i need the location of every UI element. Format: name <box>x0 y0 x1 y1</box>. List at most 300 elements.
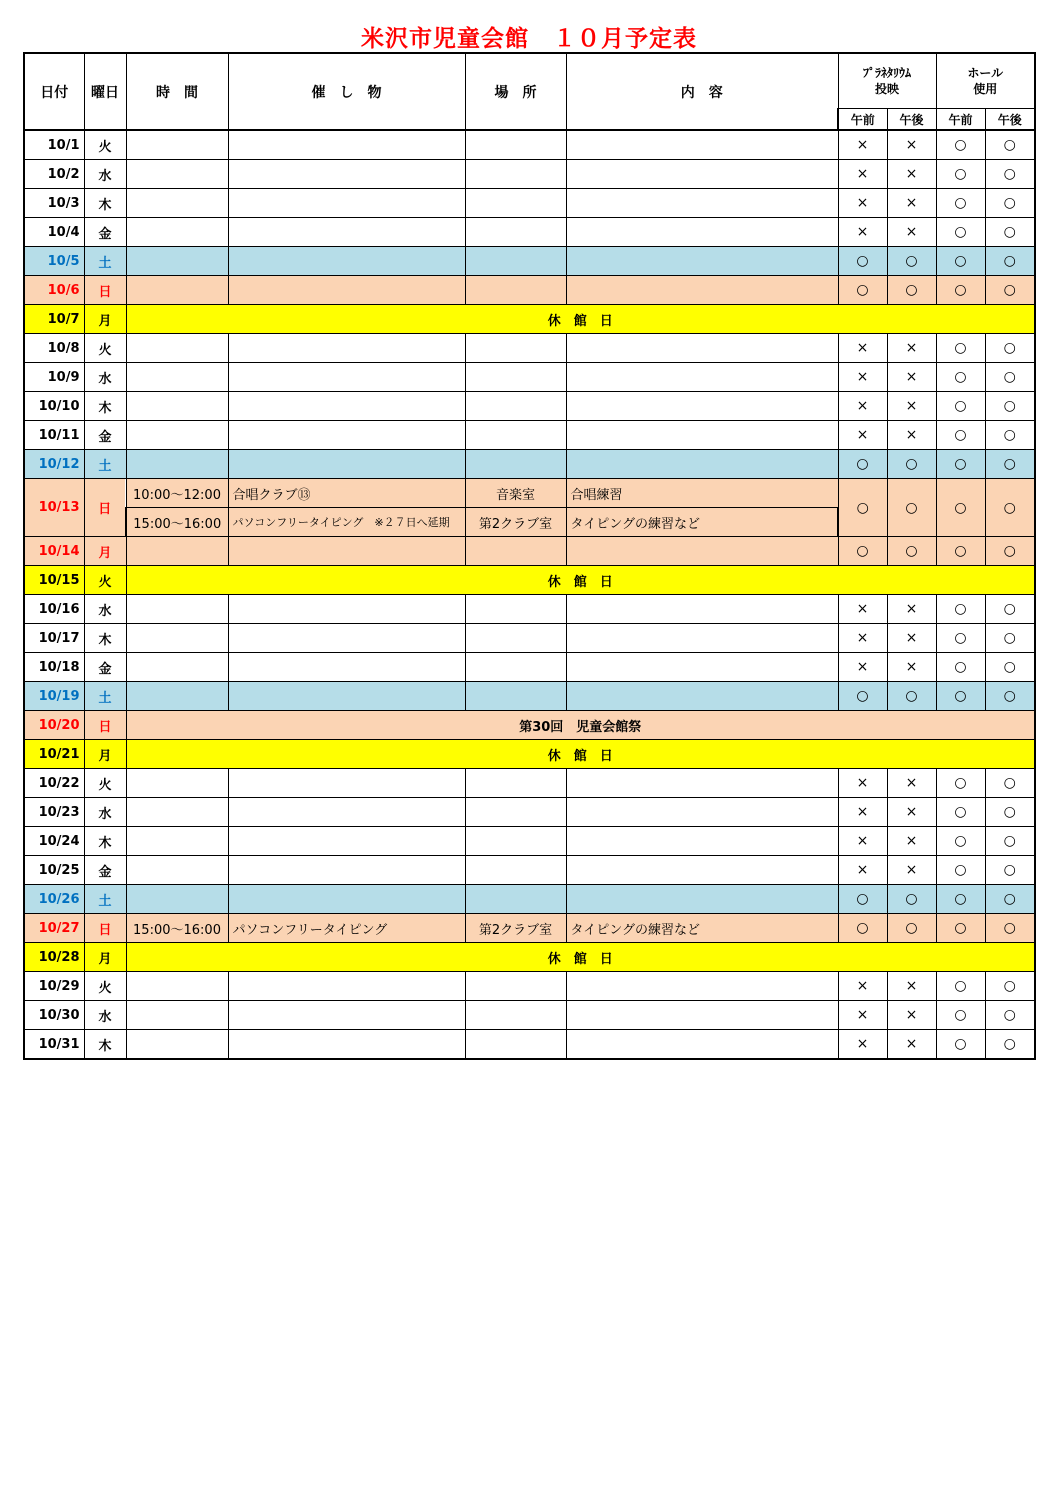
planetarium-am-mark: × <box>838 1001 887 1030</box>
hall-pm-mark: ○ <box>985 856 1035 885</box>
time-cell <box>126 972 228 1001</box>
planetarium-pm-mark: × <box>887 595 936 624</box>
date-cell: 10/3 <box>24 189 84 218</box>
event-cell <box>228 827 465 856</box>
planetarium-am-mark: × <box>838 856 887 885</box>
time-cell <box>126 769 228 798</box>
hall-am-mark: ○ <box>936 914 985 943</box>
event-cell <box>228 595 465 624</box>
date-cell: 10/7 <box>24 305 84 334</box>
place-cell <box>465 537 566 566</box>
event-cell <box>228 1001 465 1030</box>
hall-am-mark: ○ <box>936 247 985 276</box>
planetarium-am-mark: × <box>838 1030 887 1060</box>
date-cell: 10/8 <box>24 334 84 363</box>
place-cell <box>465 972 566 1001</box>
time-cell <box>126 1030 228 1060</box>
event-cell <box>228 653 465 682</box>
hall-pm-mark: ○ <box>985 334 1035 363</box>
place-cell: 第2クラブ室 <box>465 508 566 537</box>
day-of-week-cell: 木 <box>84 624 126 653</box>
table-row <box>24 218 1035 247</box>
time-cell <box>126 537 228 566</box>
event-cell <box>228 276 465 305</box>
table-row <box>24 827 1035 856</box>
event-cell <box>228 537 465 566</box>
time-cell: 15:00～16:00 <box>126 914 228 943</box>
time-cell <box>126 827 228 856</box>
content-cell <box>566 972 838 1001</box>
page-title: 米沢市児童会館 １０月予定表 <box>361 26 697 52</box>
table-row <box>24 566 1035 595</box>
time-cell: 10:00～12:00 <box>126 479 228 508</box>
planetarium-am-mark: ○ <box>838 914 887 943</box>
table-row <box>24 653 1035 682</box>
day-of-week-cell: 月 <box>84 943 126 972</box>
time-cell <box>126 247 228 276</box>
content-cell <box>566 1030 838 1060</box>
time-cell: 15:00～16:00 <box>126 508 228 537</box>
hall-am-mark: ○ <box>936 885 985 914</box>
header-hall: ホール 使用 <box>936 53 1035 109</box>
event-cell <box>228 189 465 218</box>
place-cell <box>465 682 566 711</box>
place-cell <box>465 885 566 914</box>
schedule-body <box>24 130 1035 1059</box>
content-cell: 合唱練習 <box>566 479 838 508</box>
date-cell: 10/15 <box>24 566 84 595</box>
planetarium-pm-mark: × <box>887 769 936 798</box>
place-cell <box>465 595 566 624</box>
place-cell <box>465 1030 566 1060</box>
planetarium-am-mark: × <box>838 653 887 682</box>
content-cell <box>566 595 838 624</box>
date-cell: 10/30 <box>24 1001 84 1030</box>
place-cell <box>465 189 566 218</box>
day-of-week-cell: 土 <box>84 682 126 711</box>
hall-pm-mark: ○ <box>985 914 1035 943</box>
content-cell <box>566 682 838 711</box>
day-of-week-cell: 日 <box>84 479 126 537</box>
hall-pm-mark: ○ <box>985 363 1035 392</box>
table-row <box>24 537 1035 566</box>
event-cell: パソコンフリータイピング <box>228 914 465 943</box>
event-cell <box>228 218 465 247</box>
time-cell <box>126 276 228 305</box>
day-of-week-cell: 木 <box>84 827 126 856</box>
hall-pm-mark: ○ <box>985 798 1035 827</box>
event-cell <box>228 130 465 160</box>
date-cell: 10/2 <box>24 160 84 189</box>
hall-am-mark: ○ <box>936 392 985 421</box>
hall-pm-mark: ○ <box>985 972 1035 1001</box>
header-place: 場 所 <box>465 53 566 130</box>
planetarium-pm-mark: ○ <box>887 914 936 943</box>
planetarium-am-mark: × <box>838 189 887 218</box>
day-of-week-cell: 水 <box>84 363 126 392</box>
date-cell: 10/18 <box>24 653 84 682</box>
hall-pm-mark: ○ <box>985 537 1035 566</box>
day-of-week-cell: 火 <box>84 769 126 798</box>
header-dow: 曜日 <box>84 53 126 130</box>
place-cell <box>465 218 566 247</box>
planetarium-pm-mark: ○ <box>887 450 936 479</box>
header-time: 時 間 <box>126 53 228 130</box>
table-row <box>24 450 1035 479</box>
time-cell <box>126 130 228 160</box>
event-cell: 合唱クラブ⑬ <box>228 479 465 508</box>
table-row <box>24 740 1035 769</box>
hall-pm-mark: ○ <box>985 276 1035 305</box>
date-cell: 10/28 <box>24 943 84 972</box>
date-cell: 10/27 <box>24 914 84 943</box>
planetarium-am-mark: ○ <box>838 247 887 276</box>
planetarium-am-mark: × <box>838 130 887 160</box>
table-row <box>24 160 1035 189</box>
time-cell <box>126 189 228 218</box>
planetarium-pm-mark: × <box>887 827 936 856</box>
place-cell <box>465 653 566 682</box>
time-cell <box>126 450 228 479</box>
date-cell: 10/19 <box>24 682 84 711</box>
hall-am-mark: ○ <box>936 624 985 653</box>
header-planetarium-am: 午前 <box>838 109 887 131</box>
content-cell <box>566 160 838 189</box>
planetarium-am-mark: × <box>838 421 887 450</box>
event-cell <box>228 856 465 885</box>
place-cell <box>465 363 566 392</box>
content-cell <box>566 363 838 392</box>
hall-pm-mark: ○ <box>985 479 1035 537</box>
table-row <box>24 914 1035 943</box>
hall-am-mark: ○ <box>936 1001 985 1030</box>
place-cell <box>465 624 566 653</box>
content-cell <box>566 827 838 856</box>
event-cell <box>228 247 465 276</box>
header-event: 催 し 物 <box>228 53 465 130</box>
planetarium-pm-mark: ○ <box>887 682 936 711</box>
table-row <box>24 334 1035 363</box>
table-row <box>24 885 1035 914</box>
planetarium-pm-mark: × <box>887 363 936 392</box>
table-row <box>24 769 1035 798</box>
date-cell: 10/26 <box>24 885 84 914</box>
notice-cell: 休 館 日 <box>126 740 1035 769</box>
event-cell <box>228 1030 465 1060</box>
header-hall-pm: 午後 <box>985 109 1035 131</box>
hall-pm-mark: ○ <box>985 653 1035 682</box>
event-cell <box>228 972 465 1001</box>
time-cell <box>126 160 228 189</box>
place-cell <box>465 421 566 450</box>
hall-am-mark: ○ <box>936 421 985 450</box>
table-row <box>24 856 1035 885</box>
time-cell <box>126 682 228 711</box>
place-cell: 第2クラブ室 <box>465 914 566 943</box>
table-row <box>24 595 1035 624</box>
hall-am-mark: ○ <box>936 130 985 160</box>
hall-pm-mark: ○ <box>985 1001 1035 1030</box>
hall-pm-mark: ○ <box>985 682 1035 711</box>
planetarium-pm-mark: × <box>887 856 936 885</box>
day-of-week-cell: 水 <box>84 595 126 624</box>
hall-am-mark: ○ <box>936 827 985 856</box>
planetarium-am-mark: ○ <box>838 276 887 305</box>
hall-pm-mark: ○ <box>985 827 1035 856</box>
event-cell <box>228 682 465 711</box>
hall-pm-mark: ○ <box>985 450 1035 479</box>
planetarium-am-mark: × <box>838 972 887 1001</box>
time-cell <box>126 885 228 914</box>
table-row <box>24 711 1035 740</box>
content-cell: タイピングの練習など <box>566 914 838 943</box>
date-cell: 10/31 <box>24 1030 84 1060</box>
hall-am-mark: ○ <box>936 653 985 682</box>
hall-am-mark: ○ <box>936 160 985 189</box>
planetarium-am-mark: ○ <box>838 682 887 711</box>
date-cell: 10/13 <box>24 479 84 537</box>
date-cell: 10/6 <box>24 276 84 305</box>
table-row <box>24 798 1035 827</box>
notice-cell: 休 館 日 <box>126 566 1035 595</box>
planetarium-pm-mark: × <box>887 1030 936 1060</box>
notice-cell: 第30回 児童会館祭 <box>126 711 1035 740</box>
date-cell: 10/17 <box>24 624 84 653</box>
planetarium-am-mark: ○ <box>838 537 887 566</box>
table-row <box>24 1001 1035 1030</box>
place-cell: 音楽室 <box>465 479 566 508</box>
content-cell <box>566 624 838 653</box>
hall-am-mark: ○ <box>936 479 985 537</box>
content-cell <box>566 189 838 218</box>
time-cell <box>126 421 228 450</box>
day-of-week-cell: 土 <box>84 247 126 276</box>
content-cell <box>566 334 838 363</box>
planetarium-am-mark: × <box>838 334 887 363</box>
content-cell: タイピングの練習など <box>566 508 838 537</box>
date-cell: 10/10 <box>24 392 84 421</box>
time-cell <box>126 798 228 827</box>
table-row <box>24 130 1035 160</box>
table-row <box>24 189 1035 218</box>
date-cell: 10/20 <box>24 711 84 740</box>
hall-am-mark: ○ <box>936 798 985 827</box>
planetarium-pm-mark: × <box>887 624 936 653</box>
header-planetarium-pm: 午後 <box>887 109 936 131</box>
place-cell <box>465 247 566 276</box>
planetarium-pm-mark: ○ <box>887 247 936 276</box>
planetarium-am-mark: × <box>838 392 887 421</box>
table-row <box>24 682 1035 711</box>
header-content: 内 容 <box>566 53 838 130</box>
content-cell <box>566 1001 838 1030</box>
content-cell <box>566 537 838 566</box>
content-cell <box>566 653 838 682</box>
planetarium-am-mark: × <box>838 595 887 624</box>
event-cell <box>228 363 465 392</box>
planetarium-am-mark: ○ <box>838 450 887 479</box>
event-cell <box>228 624 465 653</box>
hall-pm-mark: ○ <box>985 189 1035 218</box>
day-of-week-cell: 水 <box>84 1001 126 1030</box>
planetarium-pm-mark: × <box>887 218 936 247</box>
hall-am-mark: ○ <box>936 363 985 392</box>
planetarium-pm-mark: × <box>887 972 936 1001</box>
planetarium-pm-mark: × <box>887 653 936 682</box>
event-cell <box>228 160 465 189</box>
hall-am-mark: ○ <box>936 450 985 479</box>
content-cell <box>566 130 838 160</box>
place-cell <box>465 827 566 856</box>
planetarium-am-mark: ○ <box>838 479 887 537</box>
planetarium-pm-mark: × <box>887 421 936 450</box>
content-cell <box>566 885 838 914</box>
hall-pm-mark: ○ <box>985 885 1035 914</box>
date-cell: 10/1 <box>24 130 84 160</box>
planetarium-am-mark: ○ <box>838 885 887 914</box>
hall-pm-mark: ○ <box>985 624 1035 653</box>
planetarium-pm-mark: × <box>887 1001 936 1030</box>
day-of-week-cell: 火 <box>84 972 126 1001</box>
day-of-week-cell: 火 <box>84 130 126 160</box>
planetarium-am-mark: × <box>838 218 887 247</box>
event-cell <box>228 392 465 421</box>
day-of-week-cell: 金 <box>84 856 126 885</box>
hall-pm-mark: ○ <box>985 218 1035 247</box>
event-cell <box>228 334 465 363</box>
place-cell <box>465 334 566 363</box>
planetarium-am-mark: × <box>838 363 887 392</box>
day-of-week-cell: 水 <box>84 160 126 189</box>
date-cell: 10/9 <box>24 363 84 392</box>
planetarium-pm-mark: × <box>887 392 936 421</box>
place-cell <box>465 856 566 885</box>
day-of-week-cell: 日 <box>84 914 126 943</box>
schedule-table <box>23 52 1036 1060</box>
hall-pm-mark: ○ <box>985 595 1035 624</box>
day-of-week-cell: 火 <box>84 566 126 595</box>
time-cell <box>126 334 228 363</box>
place-cell <box>465 392 566 421</box>
notice-cell: 休 館 日 <box>126 943 1035 972</box>
hall-am-mark: ○ <box>936 972 985 1001</box>
planetarium-am-mark: × <box>838 827 887 856</box>
header-planetarium: ﾌﾟﾗﾈﾀﾘｳﾑ 投映 <box>838 53 936 109</box>
hall-am-mark: ○ <box>936 1030 985 1060</box>
time-cell <box>126 392 228 421</box>
planetarium-am-mark: × <box>838 769 887 798</box>
hall-pm-mark: ○ <box>985 1030 1035 1060</box>
table-row <box>24 305 1035 334</box>
date-cell: 10/29 <box>24 972 84 1001</box>
content-cell <box>566 421 838 450</box>
place-cell <box>465 276 566 305</box>
place-cell <box>465 450 566 479</box>
date-cell: 10/23 <box>24 798 84 827</box>
table-row <box>24 421 1035 450</box>
table-row <box>24 276 1035 305</box>
date-cell: 10/25 <box>24 856 84 885</box>
date-cell: 10/4 <box>24 218 84 247</box>
place-cell <box>465 798 566 827</box>
time-cell <box>126 1001 228 1030</box>
planetarium-am-mark: × <box>838 798 887 827</box>
day-of-week-cell: 水 <box>84 798 126 827</box>
table-row <box>24 943 1035 972</box>
hall-pm-mark: ○ <box>985 769 1035 798</box>
content-cell <box>566 247 838 276</box>
header-date: 日付 <box>24 53 84 130</box>
hall-pm-mark: ○ <box>985 392 1035 421</box>
day-of-week-cell: 火 <box>84 334 126 363</box>
hall-am-mark: ○ <box>936 218 985 247</box>
content-cell <box>566 798 838 827</box>
planetarium-pm-mark: × <box>887 130 936 160</box>
hall-pm-mark: ○ <box>985 160 1035 189</box>
planetarium-pm-mark: × <box>887 160 936 189</box>
event-cell <box>228 769 465 798</box>
event-cell <box>228 798 465 827</box>
hall-am-mark: ○ <box>936 537 985 566</box>
hall-am-mark: ○ <box>936 682 985 711</box>
time-cell <box>126 218 228 247</box>
notice-cell: 休 館 日 <box>126 305 1035 334</box>
planetarium-pm-mark: ○ <box>887 537 936 566</box>
day-of-week-cell: 土 <box>84 885 126 914</box>
planetarium-pm-mark: ○ <box>887 479 936 537</box>
content-cell <box>566 450 838 479</box>
day-of-week-cell: 金 <box>84 218 126 247</box>
place-cell <box>465 769 566 798</box>
time-cell <box>126 363 228 392</box>
day-of-week-cell: 金 <box>84 421 126 450</box>
date-cell: 10/12 <box>24 450 84 479</box>
hall-pm-mark: ○ <box>985 421 1035 450</box>
content-cell <box>566 218 838 247</box>
content-cell <box>566 769 838 798</box>
hall-am-mark: ○ <box>936 276 985 305</box>
day-of-week-cell: 木 <box>84 189 126 218</box>
date-cell: 10/11 <box>24 421 84 450</box>
date-cell: 10/21 <box>24 740 84 769</box>
table-row <box>24 392 1035 421</box>
table-row <box>24 363 1035 392</box>
day-of-week-cell: 木 <box>84 392 126 421</box>
time-cell <box>126 595 228 624</box>
day-of-week-cell: 月 <box>84 537 126 566</box>
day-of-week-cell: 月 <box>84 305 126 334</box>
date-cell: 10/16 <box>24 595 84 624</box>
hall-am-mark: ○ <box>936 856 985 885</box>
time-cell <box>126 856 228 885</box>
table-row <box>24 972 1035 1001</box>
planetarium-pm-mark: × <box>887 798 936 827</box>
header-hall-am: 午前 <box>936 109 985 131</box>
table-row <box>24 1030 1035 1060</box>
date-cell: 10/14 <box>24 537 84 566</box>
hall-pm-mark: ○ <box>985 130 1035 160</box>
date-cell: 10/5 <box>24 247 84 276</box>
time-cell <box>126 653 228 682</box>
event-cell <box>228 885 465 914</box>
time-cell <box>126 624 228 653</box>
date-cell: 10/24 <box>24 827 84 856</box>
event-cell <box>228 421 465 450</box>
content-cell <box>566 276 838 305</box>
day-of-week-cell: 土 <box>84 450 126 479</box>
day-of-week-cell: 月 <box>84 740 126 769</box>
planetarium-pm-mark: × <box>887 334 936 363</box>
